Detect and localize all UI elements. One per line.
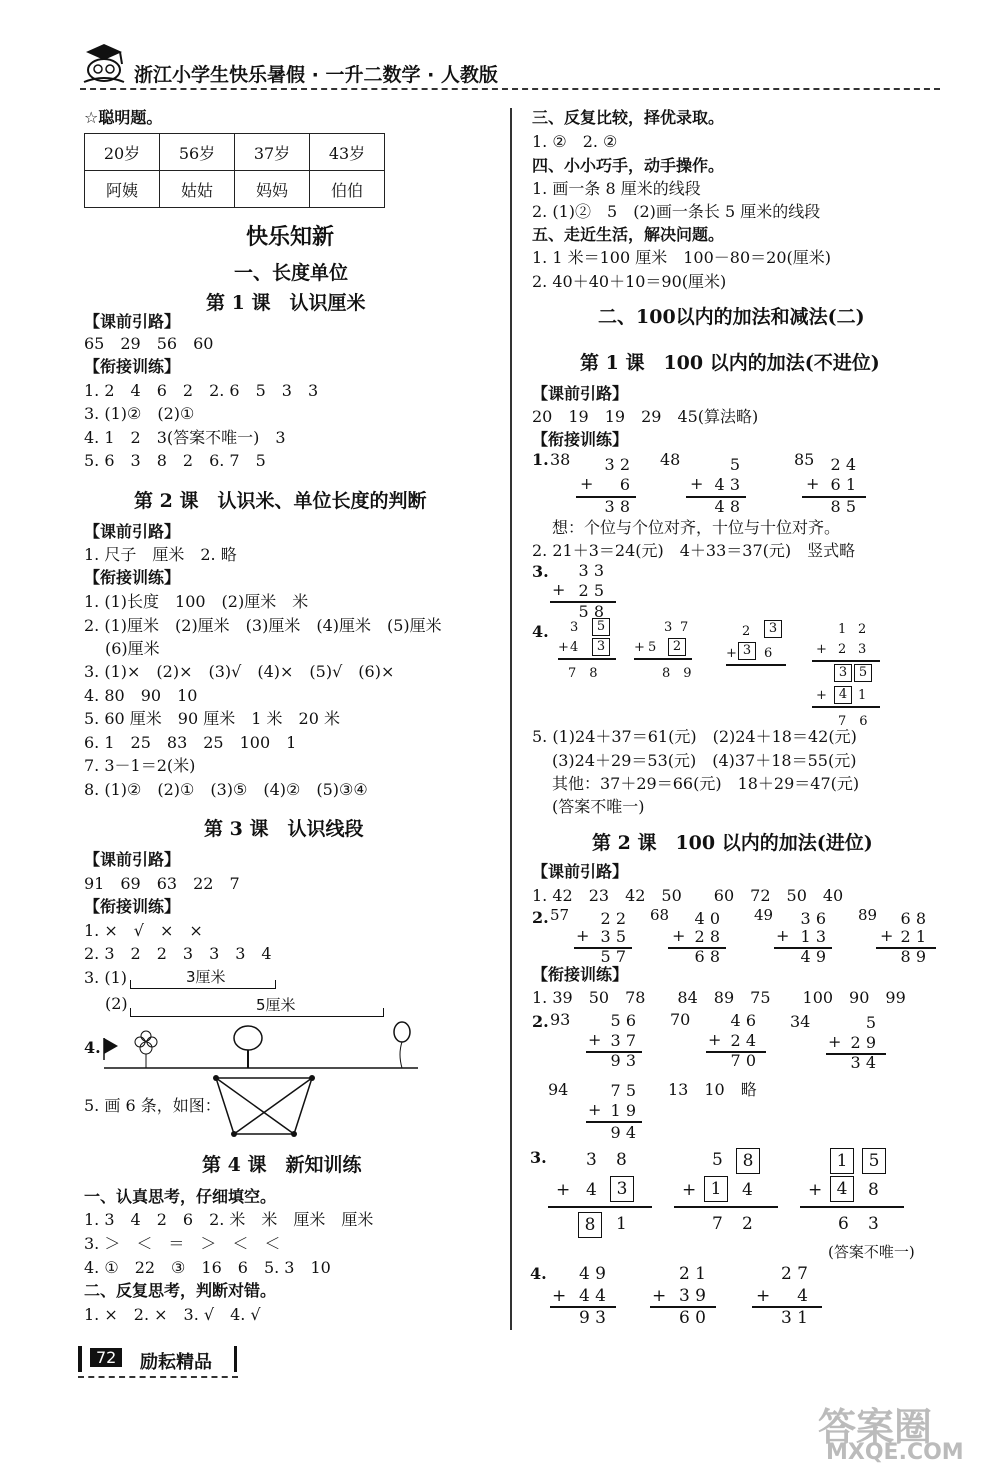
answer-line: 91 69 63 22 7 [84, 874, 240, 893]
answer-line: 4. 1 2 3(答案不唯一) 3 [84, 428, 286, 447]
answer-line: 4. [530, 1264, 547, 1283]
result-number: 34 [790, 1012, 811, 1031]
answer-line: 3. (1)× (2)× (3)√ (4)× (5)√ (6)× [84, 662, 395, 681]
answer-line: 1. 1 米＝100 厘米 100－80＝20(厘米) [532, 248, 831, 267]
result-number: 93 [550, 1010, 571, 1029]
table-cell: 56岁 [160, 134, 235, 171]
watermark-logo: 答案圈 [818, 1405, 933, 1449]
digit-box: 5 [592, 618, 610, 636]
result-number: 85 [794, 450, 815, 469]
answer-line: (6)厘米 [105, 639, 160, 658]
vertical-sum: 5 7 [600, 947, 626, 966]
sum-bar [674, 1206, 778, 1208]
vertical-sum: 7 6 [838, 714, 868, 729]
answer-line: 1. (1)长度 100 (2)厘米 米 [84, 592, 309, 611]
plus-sign: + [558, 640, 569, 655]
answer-line: 2. [532, 908, 549, 927]
section-heading: 一、认真思考，仔细填空。 [84, 1187, 277, 1206]
vertical-addend: 2 2 [600, 909, 626, 928]
answer-line: 4. ① 22 ③ 16 6 5. 3 10 [84, 1258, 331, 1277]
digit: 6 [764, 646, 773, 661]
result-number: 94 [548, 1080, 569, 1099]
plus-sign: + [690, 474, 704, 493]
digit: 2 [742, 624, 751, 639]
boxed-sum-4 [812, 620, 882, 730]
digit-box: 4 [834, 686, 852, 704]
plus-sign: + [588, 1030, 602, 1049]
answer-line: 7. 3－1＝2(米) [84, 756, 196, 775]
answer-line: (3)24＋29＝53(元) (4)37＋18＝55(元) [552, 751, 857, 770]
answer-line: 4. [532, 622, 549, 641]
vertical-addend: 3 2 [604, 455, 630, 474]
digit-box: 5 [854, 664, 872, 682]
vertical-sum: 5 8 [578, 602, 604, 621]
vertical-addend: 1 3 [800, 927, 826, 946]
unit-title: 二、100以内的加法和减法(二) [598, 306, 865, 328]
plus-sign: + [816, 642, 827, 657]
lesson-title: 第 4 课 新知训练 [202, 1154, 362, 1176]
digit: 3 [570, 620, 579, 635]
answer-line: 1. 画一条 8 厘米的线段 [532, 179, 701, 198]
answer-line: 3. ＞ ＜ ＝ ＞ ＜ ＜ [84, 1234, 281, 1253]
footer-bar [234, 1346, 237, 1372]
plus-sign: + [776, 926, 790, 945]
digit: 3 [664, 620, 673, 635]
page-number: 72 [90, 1348, 122, 1367]
vertical-addend: 4 9 [578, 1264, 606, 1284]
lesson-title: 第 2 课 100 以内的加法(进位) [592, 832, 873, 854]
table-cell: 37岁 [235, 134, 310, 171]
label-train: 【衔接训练】 [532, 430, 629, 449]
answer-line: 1. 2 4 6 2 2. 6 5 3 3 [84, 381, 319, 400]
column-divider [510, 108, 512, 1330]
table-cell: 姑姑 [160, 171, 235, 208]
boxed-sum-2 [634, 618, 694, 681]
digit-box: 8 [578, 1212, 602, 1238]
answer-line: 3. (1) [84, 968, 128, 987]
vertical-addend: 3 9 [678, 1286, 706, 1306]
section-title-main: 快乐知新 [246, 224, 335, 250]
digit: 3 [858, 642, 867, 657]
vertical-addend: 2 5 [578, 581, 604, 600]
result-number: 38 [550, 450, 571, 469]
label-pre: 【课前引路】 [532, 862, 629, 881]
answer-line: 1. 尺子 厘米 2. 略 [84, 545, 237, 564]
result-number: 48 [660, 450, 681, 469]
digit-box: 5 [862, 1148, 886, 1174]
answer-line: 1. 42 23 42 50 60 72 50 40 [532, 886, 844, 905]
digit: 4 [570, 640, 579, 655]
result-number: 70 [670, 1010, 691, 1029]
vertical-sum: 3 8 [604, 497, 630, 516]
lesson-title: 第 1 课 认识厘米 [206, 292, 366, 314]
vertical-addend: 7 5 [610, 1081, 636, 1100]
vertical-addend: 3 3 [578, 561, 604, 580]
section-heading: 二、反复思考，判断对错。 [84, 1281, 277, 1300]
digit: 5 [648, 640, 657, 655]
table-row [85, 171, 385, 208]
digit: 4 [742, 1180, 753, 1200]
boxed-sum-1 [558, 618, 618, 681]
vertical-addend: 4 4 [578, 1286, 606, 1306]
answer-line: 6. 1 25 83 25 100 1 [84, 733, 297, 752]
answer-line: 5. 60 厘米 90 厘米 1 米 20 米 [84, 709, 340, 728]
digit-box: 3 [738, 642, 756, 660]
plus-sign: + [552, 1286, 567, 1306]
lesson-title: 第 1 课 100 以内的加法(不进位) [580, 352, 880, 374]
digit: 7 [712, 1214, 723, 1234]
digit-box: 3 [610, 1176, 634, 1202]
drawing-figure [100, 1020, 430, 1140]
label-pre: 【课前引路】 [84, 850, 181, 869]
vertical-addend: 3 6 [800, 909, 826, 928]
answer-line: 20 19 19 29 45(算法略) [532, 407, 759, 426]
answer-line: 3. [532, 562, 549, 581]
vertical-addend: 5 6 [610, 1011, 636, 1030]
answer-line: 3. (1)② (2)① [84, 404, 195, 423]
boxed-sum-big-1 [548, 1150, 658, 1246]
line-segment [130, 980, 276, 989]
result-number: 57 [550, 906, 570, 924]
vertical-addend: 2 8 [694, 927, 720, 946]
boxed-sum-big-3 [800, 1150, 910, 1246]
vertical-addend: 2 1 [678, 1264, 706, 1284]
vertical-addend: 2 9 [850, 1033, 876, 1052]
answer-line: 8. (1)② (2)① (3)⑤ (4)② (5)③④ [84, 780, 368, 799]
table-cell: 20岁 [85, 134, 160, 171]
answer-line: 1. [532, 450, 549, 469]
vertical-sum: 4 8 [714, 497, 740, 516]
answer-line: 2. 40＋40＋10＝90(厘米) [532, 272, 727, 291]
digit: 3 [586, 1150, 597, 1170]
label-pre: 【课前引路】 [84, 522, 181, 541]
label-train: 【衔接训练】 [84, 897, 181, 916]
answer-line: 1. 39 50 78 84 89 75 100 90 99 [532, 988, 906, 1007]
answer-line: 5. 6 3 8 2 6. 7 5 [84, 451, 266, 470]
digit-box: 4 [830, 1176, 854, 1202]
answer-line: 其他：37＋29＝66(元) 18＋29＝47(元) [552, 774, 860, 793]
answer-note: (答案不唯一) [828, 1243, 915, 1261]
line-segment [130, 1008, 384, 1017]
answer-line: (答案不唯一) [552, 797, 645, 816]
sum-bar [800, 1206, 904, 1208]
vertical-sum: 3 1 [780, 1308, 808, 1328]
digit: 5 [712, 1150, 723, 1170]
section-heading: 三、反复比较，择优录取。 [532, 108, 725, 127]
digit-box: 1 [704, 1176, 728, 1202]
digit: 8 [868, 1180, 879, 1200]
digit: 6 [838, 1214, 849, 1234]
plus-sign: + [756, 1286, 771, 1306]
footer-bar [78, 1346, 82, 1372]
plus-sign: + [806, 474, 820, 493]
vertical-addend: 6 1 [830, 475, 856, 494]
answer-line: 4. [84, 1038, 101, 1057]
label-train: 【衔接训练】 [532, 965, 629, 984]
answer-line: 65 29 56 60 [84, 334, 214, 353]
digit-box: 3 [764, 620, 782, 638]
unit-title: 一、长度单位 [234, 262, 349, 284]
vertical-addend: 6 [619, 475, 630, 494]
digit: 8 [616, 1150, 627, 1170]
vertical-addend: 2 7 [780, 1264, 808, 1284]
vertical-sum: 3 4 [850, 1053, 876, 1072]
digit: 4 [586, 1180, 597, 1200]
table-cell: 43岁 [310, 134, 385, 171]
answer-line: 1. ② 2. ② [532, 132, 618, 151]
footer [78, 1346, 238, 1378]
vertical-addend: 5 [865, 1013, 876, 1032]
header-logo [80, 40, 128, 84]
vertical-addend: 2 4 [830, 455, 856, 474]
vertical-addend: 3 7 [610, 1031, 636, 1050]
answer-line: 5. (1)24＋37＝61(元) (2)24＋18＝42(元) [532, 727, 857, 746]
result-number: 49 [754, 906, 774, 924]
digit: 1 [616, 1214, 627, 1234]
vertical-sum: 6 8 [694, 947, 720, 966]
plus-sign: + [588, 1100, 602, 1119]
sum-bar [558, 658, 616, 660]
label-train: 【衔接训练】 [84, 357, 181, 376]
digit-box: 3 [834, 664, 852, 682]
header-rule [80, 88, 940, 90]
section-heading: 四、小小巧手，动手操作。 [532, 156, 725, 175]
vertical-sum: 7 8 [568, 666, 598, 681]
section-heading: 五、走近生活，解决问题。 [532, 225, 725, 244]
segment-label: 5厘米 [256, 996, 296, 1014]
vertical-addend: 4 6 [730, 1011, 756, 1030]
plus-sign: + [672, 926, 686, 945]
watermark-url: MXQE.COM [826, 1440, 964, 1465]
answer-line: 1. × √ × × [84, 921, 203, 940]
answer-line: 2. [532, 1012, 549, 1031]
answer-line: 5. 画 6 条，如图： [84, 1096, 221, 1115]
vertical-addend: 1 9 [610, 1101, 636, 1120]
answer-line: 2. (1)② 5 (2)画一条长 5 厘米的线段 [532, 202, 821, 221]
answer-line: 4. 80 90 10 [84, 686, 198, 705]
plus-sign: + [682, 1180, 697, 1200]
vertical-sum: 4 9 [800, 947, 826, 966]
vertical-addend: 4 3 [714, 475, 740, 494]
answer-line: 3. [530, 1148, 547, 1167]
sum-bar [634, 658, 692, 660]
result-number: 68 [650, 906, 670, 924]
age-table [84, 133, 385, 208]
plus-sign: + [576, 926, 590, 945]
vertical-addend: 2 1 [900, 927, 926, 946]
header-title: 浙江小学生快乐暑假 · 一升二数学 · 人教版 [134, 64, 498, 86]
digit: 2 [858, 622, 867, 637]
plus-sign: + [652, 1286, 667, 1306]
segment-label: 3厘米 [186, 968, 226, 986]
sum-bar [548, 1206, 652, 1208]
answer-line: 2. (1)厘米 (2)厘米 (3)厘米 (4)厘米 (5)厘米 [84, 616, 442, 635]
digit: 3 [868, 1214, 879, 1234]
table-cell: 妈妈 [235, 171, 310, 208]
sum-bar [812, 706, 880, 708]
table-cell: 阿姨 [85, 171, 160, 208]
digit-box: 8 [736, 1148, 760, 1174]
label-pre: 【课前引路】 [532, 384, 629, 403]
plus-sign: + [556, 1180, 571, 1200]
plus-sign: + [880, 926, 894, 945]
vertical-sum: 8 9 [900, 947, 926, 966]
vertical-sum: 9 3 [578, 1308, 606, 1328]
answer-line: 1. × 2. × 3. √ 4. √ [84, 1305, 261, 1324]
table-cell: 伯伯 [310, 171, 385, 208]
plus-sign: + [808, 1180, 823, 1200]
vertical-sum: 7 0 [730, 1051, 756, 1070]
digit: 1 [858, 688, 867, 703]
digit: 7 [680, 620, 689, 635]
digit-box: 3 [592, 638, 610, 656]
plus-sign: + [580, 474, 594, 493]
answer-line: 想：个位与个位对齐，十位与十位对齐。 [552, 518, 841, 537]
lesson-title: 第 3 课 认识线段 [204, 818, 364, 840]
vertical-sum: 9 3 [610, 1051, 636, 1070]
vertical-addend: 3 5 [600, 927, 626, 946]
answer-line: 13 10 略 [668, 1080, 757, 1099]
label-train: 【衔接训练】 [84, 568, 181, 587]
sum-bar [812, 660, 880, 662]
vertical-addend: 2 4 [730, 1031, 756, 1050]
vertical-sum: 9 4 [610, 1123, 636, 1142]
answer-line: 1. 3 4 2 6 2. 米 米 厘米 厘米 [84, 1210, 374, 1229]
answer-line: 2. 21＋3＝24(元) 4＋33＝37(元) 竖式略 [532, 541, 856, 560]
plus-sign: + [708, 1030, 722, 1049]
boxed-sum-3 [726, 618, 796, 678]
answer-line: (2) [105, 994, 128, 1013]
vertical-addend: 4 [797, 1286, 808, 1306]
boxed-sum-big-2 [674, 1150, 784, 1246]
vertical-sum: 8 5 [830, 497, 856, 516]
digit: 1 [838, 622, 847, 637]
vertical-sum: 6 0 [678, 1308, 706, 1328]
digit: 2 [838, 642, 847, 657]
digit-box: 2 [668, 638, 686, 656]
lesson-title: 第 2 课 认识米、单位长度的判断 [134, 490, 427, 512]
vertical-addend: 5 [729, 455, 740, 474]
answer-line: 2. 3 2 2 3 3 3 4 [84, 944, 272, 963]
plus-sign: + [726, 646, 737, 661]
digit-box: 1 [830, 1148, 854, 1174]
label-pre: 【课前引路】 [84, 312, 181, 331]
table-row [85, 134, 385, 171]
result-number: 89 [858, 906, 878, 924]
sum-bar [726, 664, 786, 666]
plus-sign: + [816, 688, 827, 703]
vertical-sum: 8 9 [662, 666, 692, 681]
vertical-addend: 6 8 [900, 909, 926, 928]
plus-sign: + [828, 1032, 842, 1051]
vertical-addend: 4 0 [694, 909, 720, 928]
plus-sign: + [634, 640, 645, 655]
brand-name: 励耘精品 [140, 1352, 212, 1373]
plus-sign: + [552, 580, 566, 599]
digit: 2 [742, 1214, 753, 1234]
smart-question-label: ☆聪明题。 [84, 108, 163, 127]
